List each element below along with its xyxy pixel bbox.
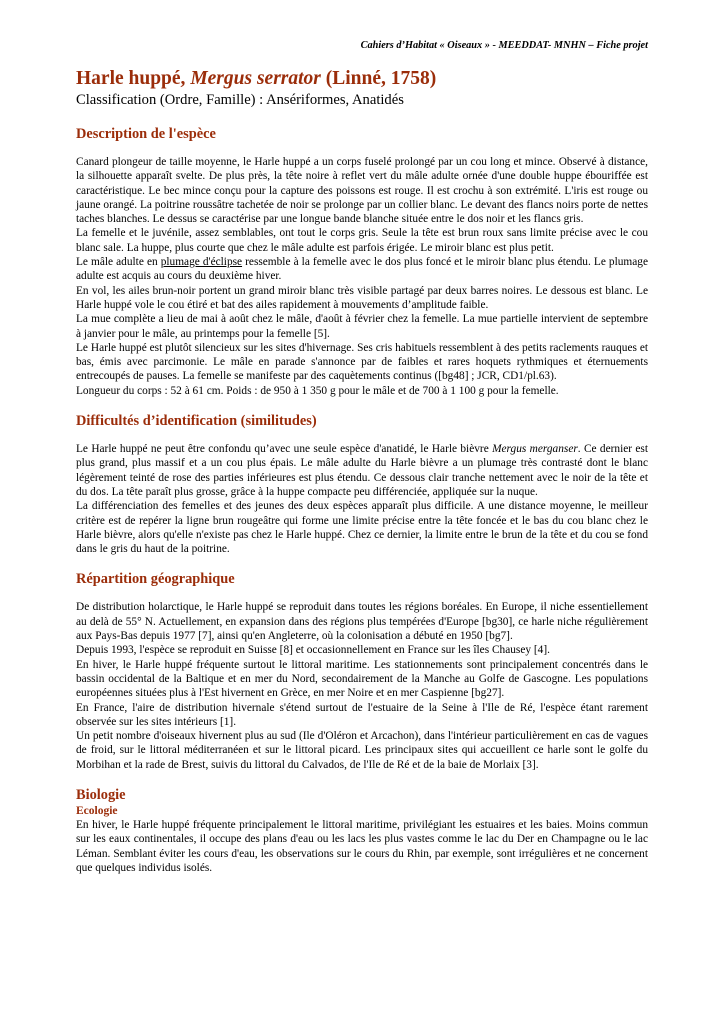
paragraph <box>76 442 648 499</box>
eclipse-plumage-link[interactable]: plumage d'éclipse <box>160 256 243 269</box>
subsection-heading-ecologie: Ecologie <box>76 804 118 817</box>
paragraph: Un petit nombre d'oiseaux hivernent plus au sud (Ile d'Oléron et Arcachon), dans l'intérieur particulièrement en cas de vagues de froid, sur le littoral méditerranéen et sur le littoral picard. Les principaux sites qui accueillent ce harle sont le golfe du Morbihan et la rade de Brest, suivis du littoral du Calvados, de l'Ile de Ré et de la baie de Morlaix [3]. <box>76 730 648 771</box>
paragraph: Depuis 1993, l'espèce se reproduit en Suisse [8] et occasionnellement en France sur les îles Chausey [4]. <box>76 644 550 657</box>
text-run: . Ce dernier est plus grand, plus massif et a un cou plus épais. Le mâle adulte du Harle bièvre a un plumage très contrasté dont le blanc légèrement teinté de rose des parties inférieures est plus étendu. Ce dessous clair tranche nettement avec le noir de la tête et du dos. La tête paraît plus grosse, grâce à la huppe compacte peu différenciée, appliquée sur la nuque. <box>76 443 648 498</box>
paragraph: Longueur du corps : 52 à 61 cm. Poids : de 950 à 1 350 g pour le mâle et de 700 à 1 100 g pour la femelle. <box>76 384 559 397</box>
paragraph: De distribution holarctique, le Harle huppé se reproduit dans toutes les régions boréales. En Europe, il niche essentiellement au delà de 55° N. Actuellement, en expansion dans des régions plus tempérées d'Europe [bg30], ce harle niche régulièrement aux Pays-Bas depuis 1977 [7], ainsi qu'en Angleterre, où la colonisation a débuté en 1950 [bg7]. <box>76 601 648 643</box>
section-description <box>76 155 648 398</box>
paragraph: Le Harle huppé est plutôt silencieux sur les sites d'hivernage. Ses cris habituels ressemblent à des petits raclements rauques et bas, émis avec parcimonie. Le mâle en parade s'annonce par de faibles et rares hoquets rythmiques et éternuements entrecoupés de pauses. La femelle se manifeste par des caquètements continus ([bg48] ; JCR, CD1/pl.63). <box>76 341 648 383</box>
species-author: (Linné, 1758) <box>325 68 437 89</box>
paragraph: La femelle et le juvénile, assez semblables, ont tout le corps gris. Seule la tête est brun roux sans limite précise avec le cou blanc sale. La huppe, plus courte que chez le mâle adulte est parfois érigée. Le miroir blanc est plus petit. <box>76 227 648 254</box>
section-ecologie <box>76 818 648 875</box>
paragraph: En hiver, le Harle huppé fréquente principalement le littoral maritime, privilégiant les estuaires et les baies. Moins commun sur les eaux continentales, il occupe des plans d'eau ou les lacs les plus vastes comme le lac du Der en Champagne ou le lac Léman. Semblant éviter les cours d'eau, les observations sur le cours du Rhin, par exemple, sont irrégulières et ne concernent que quelques individus isolés. <box>76 818 648 874</box>
paragraph: En hiver, le Harle huppé fréquente surtout le littoral maritime. Les stationnements sont principalement concentrés dans le bassin occidental de la Baltique et en mer du Nord, secondairement de la Manche au Golfe de Gascogne. Les populations européennes situées plus à l'Est hivernent en Grèce, en mer Noire et en mer Caspienne [bg27]. <box>76 658 648 700</box>
text-run: Le Harle huppé ne peut être confondu qu’avec une seule espèce d'anatidé, le Harle bièvre <box>76 443 493 456</box>
paragraph: La mue complète a lieu de mai à août chez le mâle, d'août à février chez la femelle. La mue partielle intervient de septembre à janvier pour le mâle, au printemps pour la femelle [5]. <box>76 313 648 340</box>
paragraph: Canard plongeur de taille moyenne, le Harle huppé a un corps fuselé prolongé par un cou long et mince. Observé à distance, la silhouette apparaît svelte. De plus près, la tête noire à reflet vert du mâle adulte ornée d'une double huppe ébouriffée est caractéristique. Le bec mince conçu pour la capture des poissons est rouge. Il est crochu à son extrémité. L'iris est rouge ou jaune orangé. La poitrine roussâtre tachetée de noir se prolonge par un collier blanc. Le devant des flancs noirs porte de nettes taches blanches. Le dessus se caractérise par une longue bande blanche située entre le dos noir et les flancs gris. <box>76 156 648 226</box>
section-heading-biologie: Biologie <box>76 786 126 803</box>
text-run: Le mâle adulte en <box>76 256 161 269</box>
species-common-name: Harle huppé, <box>76 68 186 89</box>
paragraph <box>76 255 648 284</box>
classification-line: Classification (Ordre, Famille) : Ansériformes, Anatidés <box>76 92 404 108</box>
paragraph: En France, l'aire de distribution hivernale s'étend surtout de l'estuaire de la Seine à l'Ile de Ré, l'espèce étant rarement observée sur les sites intérieurs [1]. <box>76 701 648 728</box>
section-repartition <box>76 600 648 772</box>
paragraph: La différenciation des femelles et des jeunes des deux espèces apparaît plus difficile. A une distance moyenne, le meilleur critère est de repérer la ligne brun rougeâtre qui forme une limite précise entre la tête foncée et le bas du cou blanc chez le Harle bièvre, alors qu'elle n'existe pas chez le Harle huppé. Chez ce dernier, la limite entre le brun de la tête et du cou se fond dans le gris du haut de la poitrine. <box>76 500 648 556</box>
section-heading-description: Description de l'espèce <box>76 126 216 142</box>
species-latin-name: Mergus serrator <box>190 68 321 89</box>
running-header: Cahiers d’Habitat « Oiseaux » - MEEDDAT- MNHN – Fiche projet <box>360 40 648 51</box>
document-body <box>76 67 648 875</box>
section-identification <box>76 442 648 556</box>
paragraph: En vol, les ailes brun-noir portent un grand miroir blanc très visible partagé par deux barres noires. Le dessous est blanc. Le Harle huppé vole le cou étiré et bat des ailes rapidement à mouvements d’amplitude faible. <box>76 284 648 311</box>
text-run: ressemble à la femelle avec le dos plus foncé et le miroir blanc plus étendu. Le plumage adulte est acquis au cours du deuxième hiver. <box>76 256 648 283</box>
latin-name-merganser: Mergus merganser <box>492 443 578 456</box>
species-title <box>76 67 648 91</box>
section-heading-repartition: Répartition géographique <box>76 571 235 588</box>
section-heading-identification: Difficultés d’identification (similitudes) <box>76 413 317 430</box>
